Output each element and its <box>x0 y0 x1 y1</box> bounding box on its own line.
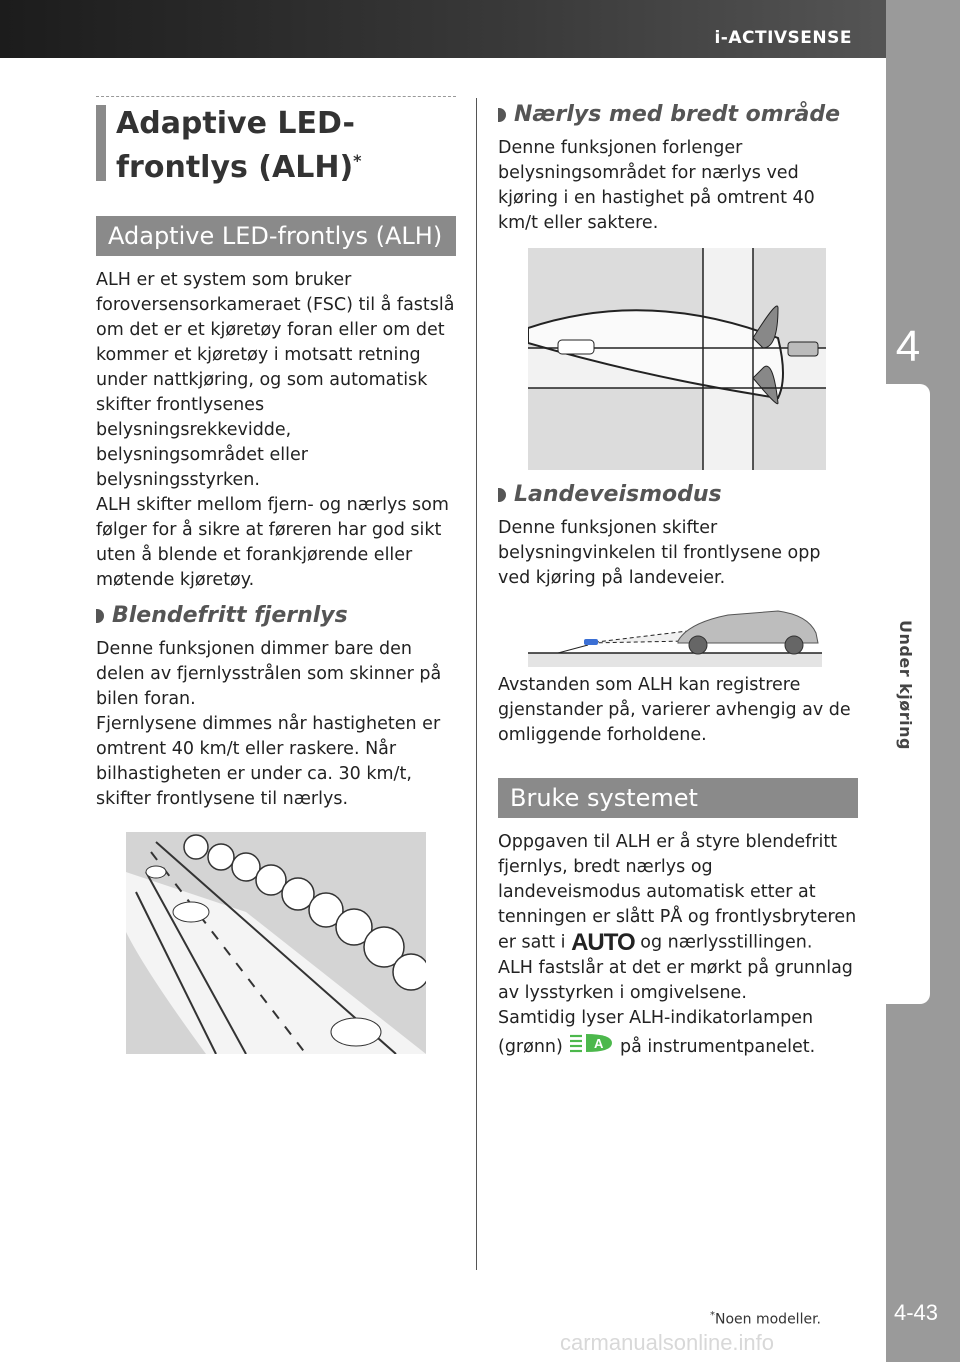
wide-low-beam-illustration <box>528 248 826 470</box>
right-column <box>498 96 858 1063</box>
highway-night-illustration <box>126 832 426 1054</box>
wide-low-beam-paragraph: Denne funksjonen forlenger belysningsområdet for nærlys ved kjøring i en hastighet på omtrent 40 km/t eller saktere. <box>498 138 815 233</box>
glare-free-paragraph-2: Fjernlysene dimmes når hastigheten er omtrent 40 km/t eller raskere. Når bilhastigheten er under ca. 30 km/t, skifter frontlysene til nærlys. <box>96 714 441 809</box>
country-mode-illustration <box>528 601 822 667</box>
car-headlight-illustration <box>528 601 822 667</box>
subheading-glare-free: Blendefritt fjernlys <box>96 601 456 631</box>
watermark: carmanualsonline.info <box>560 1330 775 1355</box>
intersection-illustration <box>528 248 826 470</box>
range-note-paragraph: Avstanden som ALH kan registrere gjenstander på, varierer avhengig av de omliggende forholdene. <box>498 675 851 745</box>
subheading-country-mode: Landeveismodus <box>498 480 858 510</box>
glare-free-paragraph: Denne funksjonen dimmer bare den delen av fjernlysstrålen som skinner på bilen foran. <box>96 639 442 709</box>
section-label: i-ACTIVSENSE <box>714 28 852 48</box>
title-marker: * <box>353 151 362 170</box>
intro-paragraph-2: ALH skifter mellom fjern- og nærlys som følger for å sikre at føreren har god sikt uten å blende et forankjørende eller møtende kjøretøy. <box>96 495 449 590</box>
chapter-heading <box>96 96 456 186</box>
title-line2: frontlys (ALH) <box>116 150 354 185</box>
column-divider <box>476 98 477 1270</box>
country-mode-paragraph: Denne funksjonen skifter belysningvinkelen til frontlysene opp ved kjøring på landeveier. <box>498 518 821 588</box>
footnote: *Noen modeller. <box>710 1310 821 1328</box>
chevron-icon <box>498 108 506 122</box>
chapter-number: 4 <box>895 322 921 371</box>
glare-free-illustration <box>126 832 426 1054</box>
auto-switch-icon: AUTO <box>571 929 635 956</box>
title-line1: Adaptive LED- <box>116 106 355 141</box>
chevron-icon <box>96 609 104 623</box>
use-paragraph-1: Oppgaven til ALH er å styre blendefritt fjernlys, bredt nærlys og landeveismodus automatisk etter at tenningen er slått PÅ og frontlysbryteren er satt i AUTO og nærlysstillingen. <box>498 832 857 956</box>
chevron-icon <box>498 488 506 502</box>
subheading-wide-low-beam: Nærlys med bredt område <box>498 100 858 130</box>
section-heading: Adaptive LED-frontlys (ALH) <box>96 216 456 256</box>
left-column <box>96 96 456 1054</box>
page-number: 4-43 <box>894 1300 939 1325</box>
svg-text:A: A <box>594 1035 604 1051</box>
section-heading-use: Bruke systemet <box>498 778 858 818</box>
chapter-title: Under kjøring <box>896 620 915 750</box>
use-paragraph-3: Samtidig lyser ALH-indikatorlampen (grønn) A på instrumentpanelet. <box>498 1006 858 1063</box>
header-bar <box>0 0 960 58</box>
alh-indicator-icon <box>568 1031 614 1063</box>
intro-paragraph: ALH er et system som bruker foroversensorkameraet (FSC) til å fastslå om det er et kjøretøy foran eller om det kommer et kjøretøy i motsatt retning under nattkjøring, og som automatisk skifter frontlysenes belysningsrekkevidde, belysningsområdet eller belysningsstyrken. <box>96 270 455 490</box>
use-paragraph-2: ALH fastslår at det er mørkt på grunnlag av lysstyrken i omgivelsene. <box>498 957 853 1003</box>
heading-accent-bar <box>96 105 106 181</box>
